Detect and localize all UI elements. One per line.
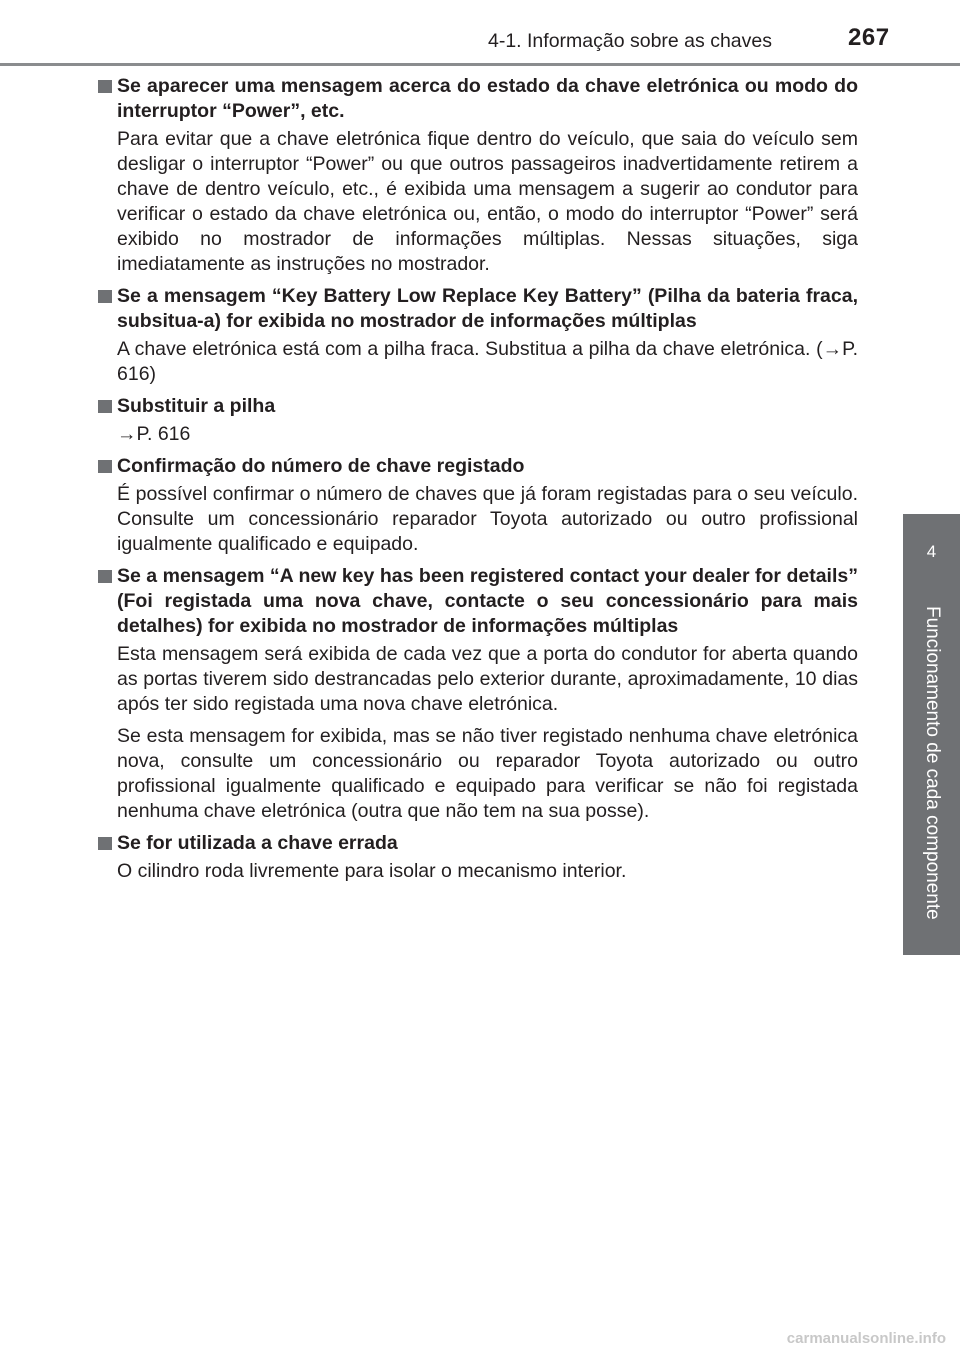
section-heading: [98, 454, 858, 479]
section-heading: [98, 394, 858, 419]
section-heading: [98, 831, 858, 856]
chapter-side-tab: [903, 514, 960, 955]
section-title: Se for utilizada a chave errada: [117, 832, 398, 854]
section-key-battery-low: [98, 284, 858, 387]
section-key-status-message: [98, 74, 858, 277]
square-bullet-icon: [98, 400, 112, 413]
page-number: 267: [848, 24, 890, 51]
chapter-title: Funcionamento de cada componente: [922, 606, 943, 920]
square-bullet-icon: [98, 837, 112, 850]
page-reference-link[interactable]: →P. 616: [117, 423, 191, 445]
section-paragraph: Para evitar que a chave eletrónica fique dentro do veículo, que saia do veículo sem desligar o interruptor “Power” ou que outros passageiros inadvertidamente retirem a chave de dentro veículo, etc., é exibida uma mensagem a sugerir ao condutor para verificar o estado da chave eletrónica ou, então, o modo do interruptor “Power” será exibido no mostrador de informações múltiplas. Nessas situações, siga imediatamente as instruções no mostrador.: [117, 128, 858, 275]
section-paragraph: Esta mensagem será exibida de cada vez que a porta do condutor for aberta quando as portas tiverem sido destrancadas pelo exterior durante, aproximadamente, 10 dias após ter sido registada uma nova chave eletrónica.: [117, 643, 858, 715]
page-header: [0, 0, 960, 64]
section-paragraph: O cilindro roda livremente para isolar o mecanismo interior.: [117, 860, 627, 882]
section-registered-keys: [98, 454, 858, 557]
square-bullet-icon: [98, 460, 112, 473]
header-divider: [0, 63, 960, 66]
section-title: Se a mensagem “A new key has been registered contact your dealer for details” (Foi registada uma nova chave, contacte o seu concessionário para mais detalhes) for exibida no mostrador de informações múltiplas: [117, 565, 858, 637]
square-bullet-icon: [98, 570, 112, 583]
section-title: Se a mensagem “Key Battery Low Replace Key Battery” (Pilha da bateria fraca, subsitua-a) for exibida no mostrador de informações múltiplas: [117, 285, 858, 332]
section-title: Substituir a pilha: [117, 395, 276, 417]
section-replace-battery: [98, 394, 858, 447]
chapter-number: 4: [926, 542, 937, 561]
section-heading: [98, 564, 858, 639]
square-bullet-icon: [98, 80, 112, 93]
section-new-key-registered: [98, 564, 858, 824]
page-content: [98, 74, 858, 891]
square-bullet-icon: [98, 290, 112, 303]
header-section-title: 4-1. Informação sobre as chaves: [488, 30, 772, 52]
section-paragraph: Se esta mensagem for exibida, mas se não tiver registado nenhuma chave eletrónica nova, consulte um concessionário ou reparador Toyota autorizado ou outro profissional igualmente qualificado e equipado para verificar se não foi registada nenhuma chave eletrónica (outra que não tem na sua posse).: [117, 725, 858, 822]
section-paragraph: É possível confirmar o número de chaves que já foram registadas para o seu veículo. Consulte um concessionário reparador Toyota autorizado ou outro profissional igualmente qualificado e equipado.: [117, 483, 858, 555]
watermark: carmanualsonline.info: [786, 1330, 946, 1347]
section-title: Confirmação do número de chave registado: [117, 455, 525, 477]
section-paragraph: A chave eletrónica está com a pilha fraca. Substitua a pilha da chave eletrónica. (→P. 616): [117, 338, 858, 385]
section-wrong-key: [98, 831, 858, 884]
section-heading: [98, 284, 858, 334]
section-heading: [98, 74, 858, 124]
section-title: Se aparecer uma mensagem acerca do estado da chave eletrónica ou modo do interruptor “Power”, etc.: [117, 75, 858, 122]
